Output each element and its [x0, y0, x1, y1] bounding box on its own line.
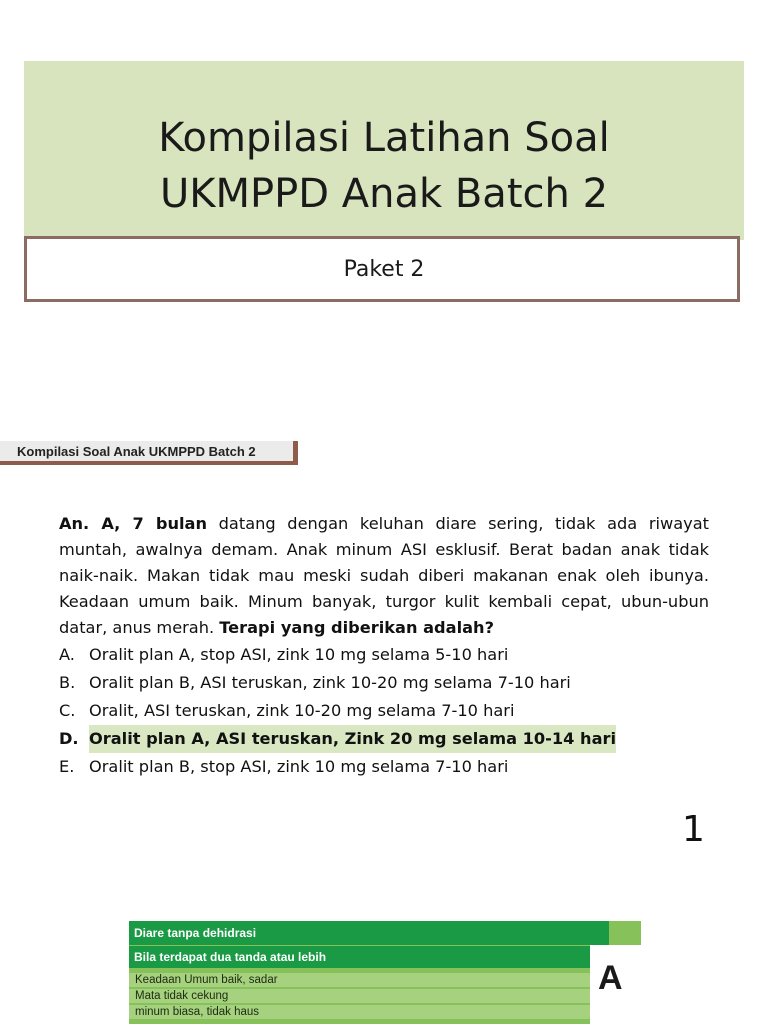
option-text: Oralit plan B, stop ASI, zink 10 mg selama 7-10 hari: [89, 757, 509, 776]
option-c: [59, 697, 719, 725]
plan-letter-badge: [590, 945, 641, 1024]
option-text: Oralit plan B, ASI teruskan, zink 10-20 mg selama 7-10 hari: [89, 673, 571, 692]
question-prompt: Terapi yang diberikan adalah?: [219, 618, 494, 637]
option-e: [59, 753, 719, 781]
option-text-highlighted: Oralit plan A, ASI teruskan, Zink 20 mg selama 10-14 hari: [89, 725, 616, 753]
guide-criteria: Bila terdapat dua tanda atau lebih: [129, 946, 609, 968]
question-text: [59, 511, 709, 641]
guide-sign: minum biasa, tidak haus: [129, 1005, 595, 1019]
option-letter: C.: [59, 701, 76, 720]
question-body: datang dengan keluhan diare sering, tidak ada riwayat muntah, awalnya demam. Anak minum ASI esklusif. Berat badan anak tidak naik-naik. Makan tidak mau meski sudah diberi makanan enak oleh ibunya. Keadaan umum baik. Minum banyak, turgor kulit kembali cepat, ubun-ubun datar, anus merah.: [59, 514, 710, 637]
option-letter: E.: [59, 757, 75, 776]
page-title: [0, 110, 768, 222]
section-header-tag: [0, 441, 298, 465]
title-line-2: UKMPPD Anak Batch 2: [159, 171, 609, 217]
plan-letter: A: [598, 959, 623, 997]
title-line-1: Kompilasi Latihan Soal: [158, 115, 610, 161]
option-letter: B.: [59, 673, 76, 692]
dehydration-guide-table: [129, 921, 641, 1024]
option-letter: D.: [59, 729, 79, 748]
option-d-correct: [59, 725, 719, 753]
page-number: 1: [682, 809, 705, 850]
guide-sign: Keadaan Umum baik, sadar: [129, 973, 595, 987]
question-lead: An. A, 7 bulan: [59, 514, 207, 533]
option-text: Oralit plan A, stop ASI, zink 10 mg selama 5-10 hari: [89, 645, 509, 664]
option-a: [59, 641, 719, 669]
option-text: Oralit, ASI teruskan, zink 10-20 mg selama 7-10 hari: [89, 701, 515, 720]
guide-category: Diare tanpa dehidrasi: [129, 921, 609, 945]
subtitle: Paket 2: [343, 257, 425, 282]
option-b: [59, 669, 719, 697]
section-header-label: Kompilasi Soal Anak UKMPPD Batch 2: [17, 444, 256, 459]
guide-sign: Mata tidak cekung: [129, 989, 595, 1003]
option-letter: A.: [59, 645, 75, 664]
answer-options: [59, 641, 719, 781]
